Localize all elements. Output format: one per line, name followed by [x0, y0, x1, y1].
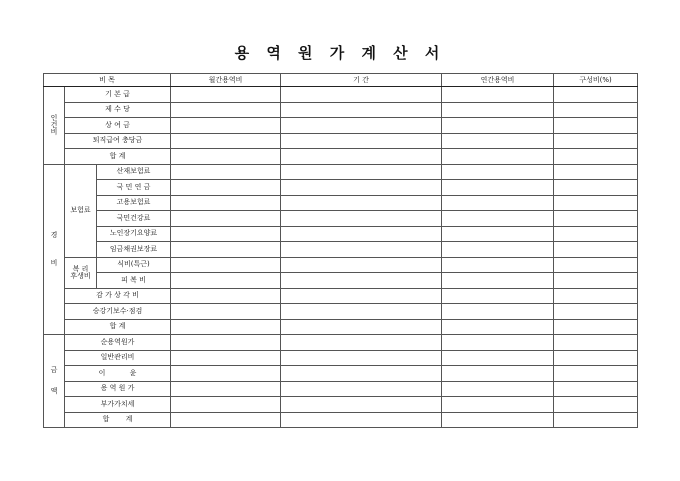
- cell-annual[interactable]: [442, 412, 554, 428]
- cell-annual[interactable]: [442, 381, 554, 397]
- table-row: [44, 242, 638, 258]
- row-label-subtotal: 합 계: [65, 319, 171, 335]
- cell-monthly[interactable]: [171, 87, 281, 103]
- cell-annual[interactable]: [442, 273, 554, 289]
- row-label: 퇴직급여 충당금: [65, 133, 171, 149]
- table-row: [44, 273, 638, 289]
- row-label: 임금채권보장료: [97, 242, 171, 258]
- table-row: [44, 226, 638, 242]
- cell-monthly[interactable]: [171, 149, 281, 165]
- row-label: 감 가 상 각 비: [65, 288, 171, 304]
- row-label: 식비(특근): [97, 257, 171, 273]
- cell-ratio[interactable]: [554, 102, 638, 118]
- row-label: 노인장기요양료: [97, 226, 171, 242]
- subgroup-welfare: 복 리 후생비: [65, 257, 97, 288]
- cell-annual[interactable]: [442, 180, 554, 196]
- cell-monthly[interactable]: [171, 273, 281, 289]
- cell-annual[interactable]: [442, 164, 554, 180]
- cell-annual[interactable]: [442, 87, 554, 103]
- table-row: [44, 412, 638, 428]
- row-label: 순용역원가: [65, 335, 171, 351]
- cell-ratio[interactable]: [554, 288, 638, 304]
- table-row: [44, 257, 638, 273]
- cell-annual[interactable]: [442, 397, 554, 413]
- table-row: [44, 350, 638, 366]
- cell-monthly[interactable]: [171, 381, 281, 397]
- row-label: 국민건강료: [97, 211, 171, 227]
- cell-period[interactable]: [281, 350, 442, 366]
- cell-monthly[interactable]: [171, 102, 281, 118]
- cell-annual[interactable]: [442, 350, 554, 366]
- cell-monthly[interactable]: [171, 304, 281, 320]
- header-ratio: 구성비(%): [554, 74, 638, 87]
- table-row: [44, 211, 638, 227]
- cell-ratio[interactable]: [554, 319, 638, 335]
- row-label-subtotal: 합 계: [65, 149, 171, 165]
- row-label: 상 여 금: [65, 118, 171, 134]
- cell-annual[interactable]: [442, 133, 554, 149]
- table-row: [44, 164, 638, 180]
- cell-ratio[interactable]: [554, 257, 638, 273]
- cell-annual[interactable]: [442, 288, 554, 304]
- cell-annual[interactable]: [442, 242, 554, 258]
- row-label: 용 역 원 가: [65, 381, 171, 397]
- cell-ratio[interactable]: [554, 118, 638, 134]
- row-label: 부가가치세: [65, 397, 171, 413]
- cell-annual[interactable]: [442, 366, 554, 382]
- cell-annual[interactable]: [442, 319, 554, 335]
- row-label: 제 수 당: [65, 102, 171, 118]
- cell-period[interactable]: [281, 195, 442, 211]
- cell-ratio[interactable]: [554, 164, 638, 180]
- cell-annual[interactable]: [442, 149, 554, 165]
- cell-period[interactable]: [281, 304, 442, 320]
- cell-monthly[interactable]: [171, 195, 281, 211]
- table-row: [44, 102, 638, 118]
- cell-period[interactable]: [281, 381, 442, 397]
- cell-period[interactable]: [281, 102, 442, 118]
- cell-ratio[interactable]: [554, 381, 638, 397]
- cell-ratio[interactable]: [554, 366, 638, 382]
- table-row: [44, 304, 638, 320]
- cell-ratio[interactable]: [554, 242, 638, 258]
- cell-ratio[interactable]: [554, 180, 638, 196]
- cell-period[interactable]: [281, 133, 442, 149]
- cell-annual[interactable]: [442, 102, 554, 118]
- table-row: [44, 381, 638, 397]
- document-title: 용 역 원 가 계 산 서: [234, 44, 446, 62]
- row-label: 피 복 비: [97, 273, 171, 289]
- cell-period[interactable]: [281, 288, 442, 304]
- cell-annual[interactable]: [442, 304, 554, 320]
- header-annual: 연간용역비: [442, 74, 554, 87]
- table-row: [44, 288, 638, 304]
- header-monthly: 월간용역비: [171, 74, 281, 87]
- cell-annual[interactable]: [442, 257, 554, 273]
- cell-ratio[interactable]: [554, 211, 638, 227]
- cell-monthly[interactable]: [171, 180, 281, 196]
- cell-annual[interactable]: [442, 211, 554, 227]
- header-period: 기 간: [281, 74, 442, 87]
- cell-annual[interactable]: [442, 226, 554, 242]
- cell-ratio[interactable]: [554, 350, 638, 366]
- cell-period[interactable]: [281, 257, 442, 273]
- table-row: [44, 319, 638, 335]
- cell-monthly[interactable]: [171, 397, 281, 413]
- header-item: 비 목: [44, 74, 171, 87]
- table-row: [44, 149, 638, 165]
- table-row: [44, 195, 638, 211]
- cell-period[interactable]: [281, 412, 442, 428]
- cell-ratio[interactable]: [554, 195, 638, 211]
- row-label: 국 민 연 금: [97, 180, 171, 196]
- cell-period[interactable]: [281, 242, 442, 258]
- cell-monthly[interactable]: [171, 350, 281, 366]
- cell-annual[interactable]: [442, 335, 554, 351]
- group-labor: 인 건 비: [44, 87, 65, 165]
- row-label: 이 윤: [65, 366, 171, 382]
- cell-monthly[interactable]: [171, 118, 281, 134]
- cell-period[interactable]: [281, 164, 442, 180]
- cell-ratio[interactable]: [554, 273, 638, 289]
- table-row: [44, 87, 638, 103]
- cell-period[interactable]: [281, 273, 442, 289]
- table-row: [44, 118, 638, 134]
- cell-ratio[interactable]: [554, 87, 638, 103]
- table-row: [44, 397, 638, 413]
- cell-monthly[interactable]: [171, 335, 281, 351]
- row-label: 고용보험료: [97, 195, 171, 211]
- cell-ratio[interactable]: [554, 149, 638, 165]
- subgroup-insurance: 보험료: [65, 164, 97, 257]
- cell-period[interactable]: [281, 226, 442, 242]
- cell-period[interactable]: [281, 366, 442, 382]
- cell-ratio[interactable]: [554, 226, 638, 242]
- cell-period[interactable]: [281, 87, 442, 103]
- cell-ratio[interactable]: [554, 133, 638, 149]
- cell-period[interactable]: [281, 319, 442, 335]
- cell-monthly[interactable]: [171, 164, 281, 180]
- cell-ratio[interactable]: [554, 335, 638, 351]
- cell-period[interactable]: [281, 149, 442, 165]
- group-amount: 금 액: [44, 335, 65, 428]
- cell-annual[interactable]: [442, 118, 554, 134]
- cost-calculation-table: [43, 73, 638, 428]
- cell-monthly[interactable]: [171, 211, 281, 227]
- table-row: [44, 133, 638, 149]
- table-row: [44, 366, 638, 382]
- row-label: 일반관리비: [65, 350, 171, 366]
- cell-period[interactable]: [281, 118, 442, 134]
- cell-monthly[interactable]: [171, 412, 281, 428]
- cell-monthly[interactable]: [171, 366, 281, 382]
- row-label-total: 합 계: [65, 412, 171, 428]
- group-expense: 경 비: [44, 164, 65, 335]
- cell-period[interactable]: [281, 397, 442, 413]
- cell-annual[interactable]: [442, 195, 554, 211]
- cell-ratio[interactable]: [554, 304, 638, 320]
- cell-ratio[interactable]: [554, 397, 638, 413]
- row-label: 승강기보수·점검: [65, 304, 171, 320]
- cell-period[interactable]: [281, 335, 442, 351]
- cell-monthly[interactable]: [171, 242, 281, 258]
- cell-monthly[interactable]: [171, 133, 281, 149]
- cell-monthly[interactable]: [171, 257, 281, 273]
- table-row: [44, 335, 638, 351]
- row-label: 산재보험료: [97, 164, 171, 180]
- cell-period[interactable]: [281, 211, 442, 227]
- header-row: [44, 74, 638, 87]
- table-row: [44, 180, 638, 196]
- cell-period[interactable]: [281, 180, 442, 196]
- cell-ratio[interactable]: [554, 412, 638, 428]
- cell-monthly[interactable]: [171, 319, 281, 335]
- cell-monthly[interactable]: [171, 226, 281, 242]
- cell-monthly[interactable]: [171, 288, 281, 304]
- row-label: 기 본 급: [65, 87, 171, 103]
